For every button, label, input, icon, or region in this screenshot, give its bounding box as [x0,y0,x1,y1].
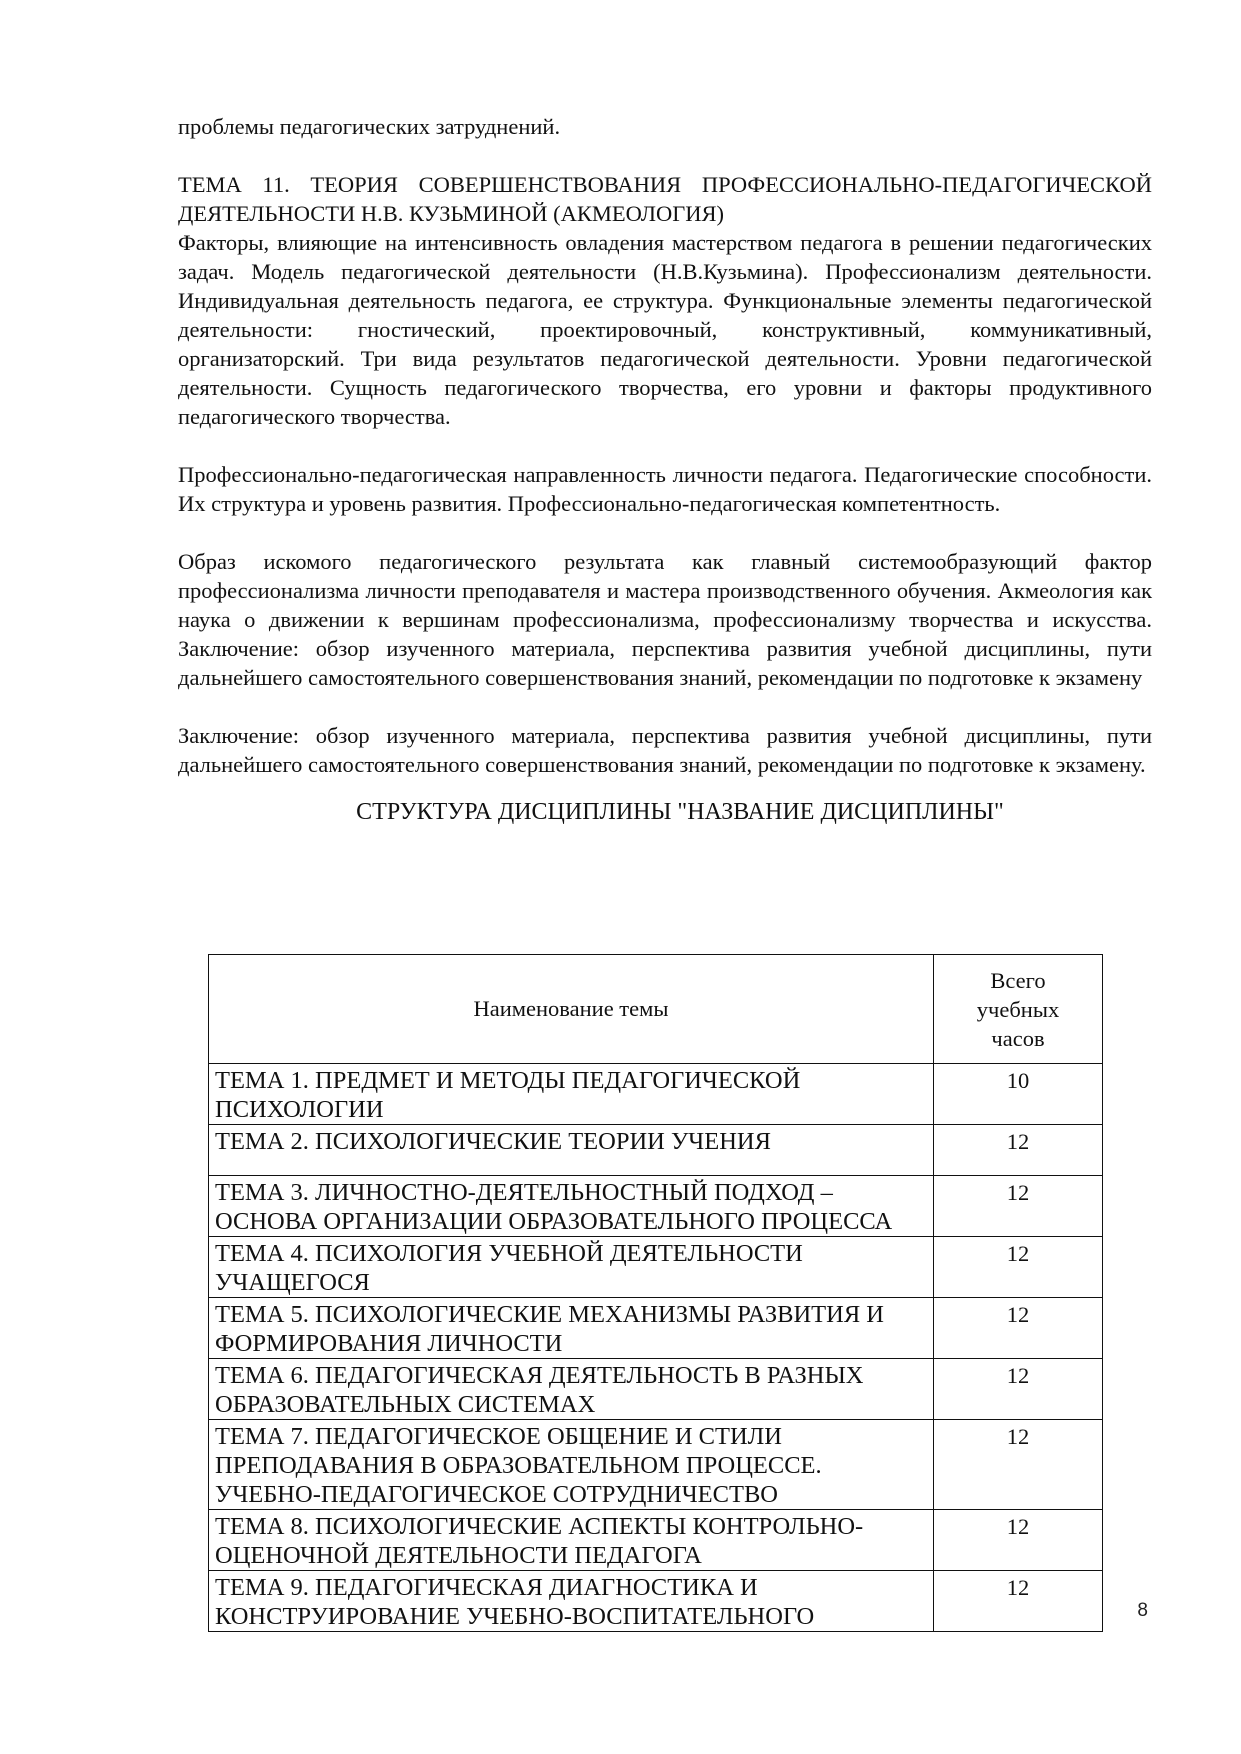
column-header-topic-name: Наименование темы [209,955,934,1064]
topic-cell: ТЕМА 2. ПСИХОЛОГИЧЕСКИЕ ТЕОРИИ УЧЕНИЯ [209,1125,934,1176]
topic-cell: ТЕМА 5. ПСИХОЛОГИЧЕСКИЕ МЕХАНИЗМЫ РАЗВИТИЯ И ФОРМИРОВАНИЯ ЛИЧНОСТИ [209,1298,934,1359]
hours-cell: 12 [934,1510,1103,1571]
paragraph-orientation: Профессионально-педагогическая направленность личности педагога. Педагогические способности. Их структура и уровень развития. Профессионально-педагогическая компетентность. [178,462,1152,516]
table-row [209,1359,1103,1420]
paragraph-gap [178,141,1152,170]
column-header-total-hours [934,955,1103,1064]
topic-cell: ТЕМА 3. ЛИЧНОСТНО-ДЕЯТЕЛЬНОСТНЫЙ ПОДХОД – ОСНОВА ОРГАНИЗАЦИИ ОБРАЗОВАТЕЛЬНОГО ПРОЦЕССА [209,1176,934,1237]
paragraph-gap [178,431,1152,460]
table-row [209,1237,1103,1298]
hours-cell: 12 [934,1420,1103,1510]
paragraph-gap [178,518,1152,547]
paragraph-acmeology: Образ искомого педагогического результата как главный системообразующий фактор профессионализма личности преподавателя и мастера производственного обучения. Акмеология как наука о движении к вершинам профессионализма, профессионализму творчества и искусства. Заключение: обзор изученного материала, перспектива развития учебной дисциплины, пути дальнейшего самостоятельного совершенствования знаний, рекомендации по подготовке к экзамену [178,549,1152,690]
hours-cell: 10 [934,1064,1103,1125]
paragraph-continuation: проблемы педагогических затруднений. [178,114,561,139]
topic-cell: ТЕМА 8. ПСИХОЛОГИЧЕСКИЕ АСПЕКТЫ КОНТРОЛЬНО-ОЦЕНОЧНОЙ ДЕЯТЕЛЬНОСТИ ПЕДАГОГА [209,1510,934,1571]
table-row [209,1125,1103,1176]
hours-cell: 12 [934,1176,1103,1237]
table-row [209,1064,1103,1125]
hours-header-line-3: часов [991,1025,1045,1051]
hours-cell: 12 [934,1571,1103,1632]
document-body [178,112,1152,827]
hours-cell: 12 [934,1237,1103,1298]
topic-cell: ТЕМА 4. ПСИХОЛОГИЯ УЧЕБНОЙ ДЕЯТЕЛЬНОСТИ УЧАЩЕГОСЯ [209,1237,934,1298]
paragraph-gap [178,692,1152,721]
topic-cell: ТЕМА 9. ПЕДАГОГИЧЕСКАЯ ДИАГНОСТИКА И КОНСТРУИРОВАНИЕ УЧЕБНО-ВОСПИТАТЕЛЬНОГО [209,1571,934,1632]
topic-cell: ТЕМА 1. ПРЕДМЕТ И МЕТОДЫ ПЕДАГОГИЧЕСКОЙ ПСИХОЛОГИИ [209,1064,934,1125]
paragraph-conclusion: Заключение: обзор изученного материала, перспектива развития учебной дисциплины, пути дальнейшего самостоятельного совершенствования знаний, рекомендации по подготовке к экзамену. [178,723,1152,777]
hours-header-line-1: Всего [990,967,1046,993]
topic-cell: ТЕМА 7. ПЕДАГОГИЧЕСКОЕ ОБЩЕНИЕ И СТИЛИ ПРЕПОДАВАНИЯ В ОБРАЗОВАТЕЛЬНОМ ПРОЦЕССЕ. УЧЕБНО-ПЕДАГОГИЧЕСКОЕ СОТРУДНИЧЕСТВО [209,1420,934,1510]
hours-cell: 12 [934,1298,1103,1359]
table-caption: СТРУКТУРА ДИСЦИПЛИНЫ "НАЗВАНИЕ ДИСЦИПЛИНЫ" [356,799,1004,825]
hours-header-line-2: учебных [976,996,1060,1022]
table-row [209,1571,1103,1632]
topic-11-heading: ТЕМА 11. ТЕОРИЯ СОВЕРШЕНСТВОВАНИЯ ПРОФЕССИОНАЛЬНО-ПЕДАГОГИЧЕСКОЙ ДЕЯТЕЛЬНОСТИ Н.В. КУЗЬМИНОЙ (АКМЕОЛОГИЯ) [178,172,1152,226]
discipline-structure-table [208,954,1103,1632]
paragraph-factors: Факторы, влияющие на интенсивность овладения мастерством педагога в решении педагогических задач. Модель педагогической деятельности (Н.В.Кузьмина). Профессионализм деятельности. Индивидуальная деятельность педагога, ее структура. Функциональные элементы педагогической деятельности: гностический, проектировочный, конструктивный, коммуникативный, организаторский. Три вида результатов педагогической деятельности. Уровни педагогической деятельности. Сущность педагогического творчества, его уровни и факторы продуктивного педагогического творчества. [178,230,1152,429]
hours-cell: 12 [934,1125,1103,1176]
table-row [209,1298,1103,1359]
table-row [209,1510,1103,1571]
table-header-row [209,955,1103,1064]
table-row [209,1420,1103,1510]
page-number: 8 [1137,1600,1148,1621]
hours-cell: 12 [934,1359,1103,1420]
topic-cell: ТЕМА 6. ПЕДАГОГИЧЕСКАЯ ДЕЯТЕЛЬНОСТЬ В РАЗНЫХ ОБРАЗОВАТЕЛЬНЫХ СИСТЕМАХ [209,1359,934,1420]
table-row [209,1176,1103,1237]
